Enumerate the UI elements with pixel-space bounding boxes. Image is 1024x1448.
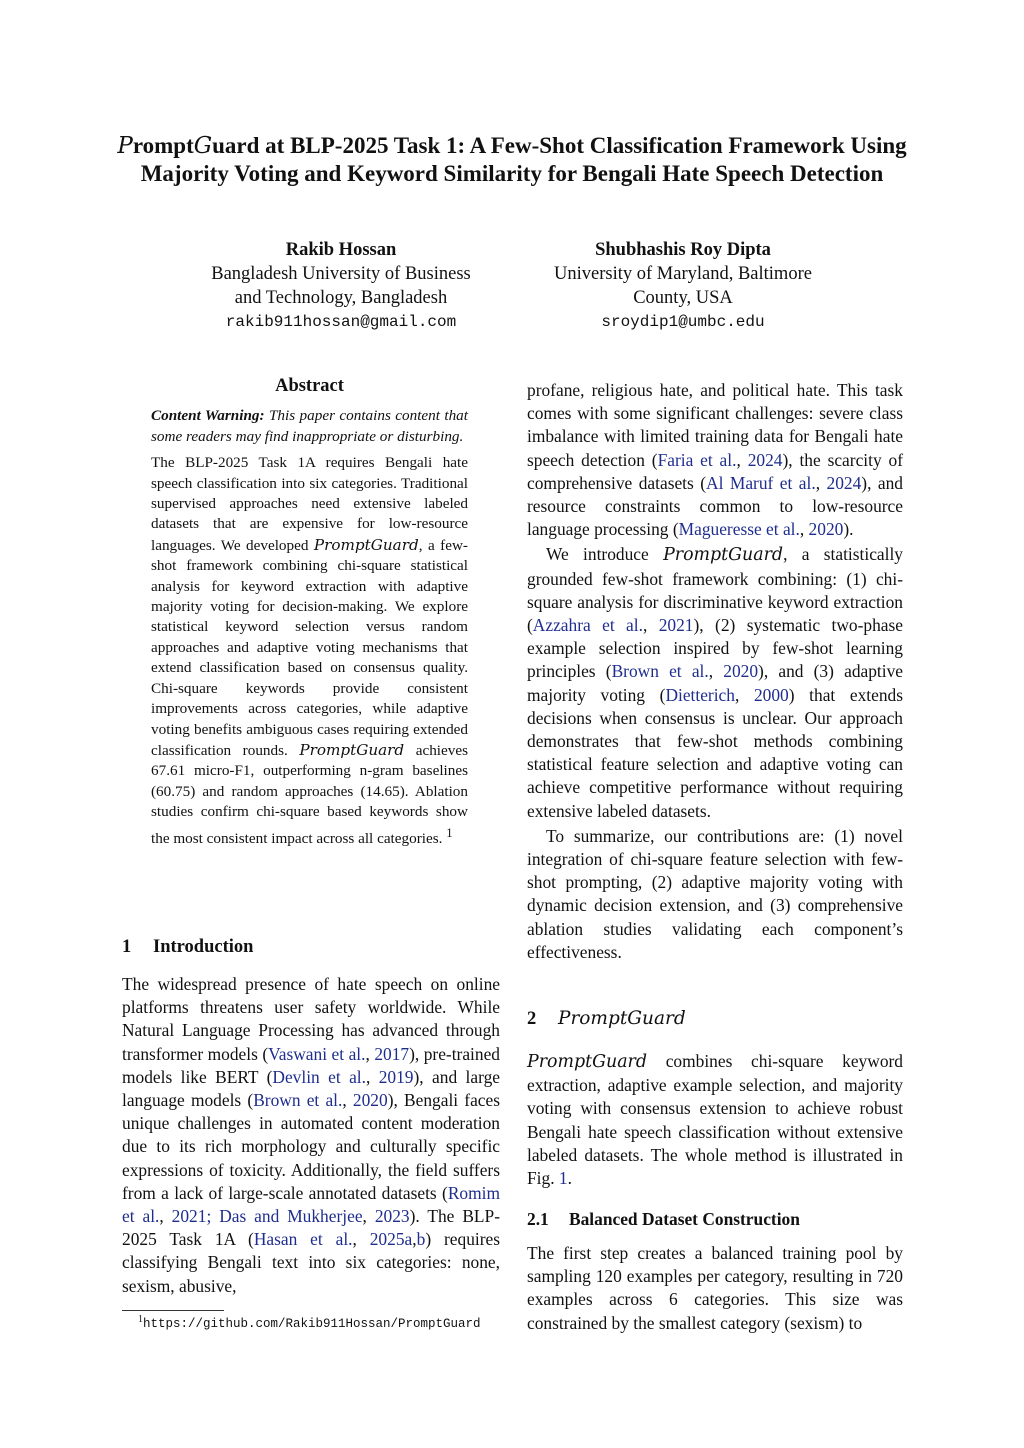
paper-title [100,132,924,187]
citation-year-link[interactable]: 2019 [378,1066,414,1087]
text: ), and large language models ( [122,1066,500,1111]
right-column [527,379,903,964]
text: , [352,1229,370,1250]
citation-link[interactable]: Brown et al. [611,661,709,682]
text: , a statistically grounded few-shot framework combining: (1) chi-square analysis for discriminative keyword extraction ( [527,544,903,636]
text: The widespread presence of hate speech on online platforms threatens user safety worldwide. While Natural Language Processing has advanced through transformer models ( [122,974,500,1064]
abstract-body [151,453,468,849]
paragraph [527,379,903,541]
text: , [734,684,754,705]
text: ), and resource constraints common to low-resource language processing ( [527,472,904,540]
citation-link[interactable]: Devlin et al. [272,1066,366,1087]
citation-year-link[interactable]: 2020 [808,519,844,540]
text: , [815,472,827,493]
footnote-url[interactable]: https://github.com/Rakib911Hossan/PromptGuard [143,1317,481,1332]
text: , [362,1206,375,1227]
paragraph [122,973,500,1298]
text: , [799,519,809,540]
paragraph: To summarize, our contributions are: (1) novel integration of chi-square feature selection with few-shot prompting, (2) adaptive majority voting with dynamic decision extension, and (3) comprehensive ablation studies validating each component’s effectiveness. [527,825,903,962]
citation-link[interactable]: Hasan et al. [253,1229,353,1250]
abstract-text: achieves 67.61 micro-F1, outperforming n-gram baselines (60.75) and random approaches (14.65). Ablation studies confirm chi-square based keywords show the most consistent impact across all categories. [151,741,468,847]
citation-link[interactable]: Azzahra et al. [532,615,643,636]
text: profane, religious hate, and political hate. This task comes with some significant challenges: severe class imbalance with limited training data for Bengali hate speech detection ( [527,380,903,470]
method-name: PromptGuard [527,1052,648,1072]
citation-link[interactable]: Dietterich [665,684,735,705]
citation-year-link[interactable]: 2025a [369,1229,413,1250]
abstract-heading: Abstract [275,376,344,396]
section-title: Introduction [153,937,254,957]
text: , [708,661,724,682]
footnote-number: 1 [138,1314,143,1325]
section-heading-promptguard [527,1008,686,1030]
author-block-2 [518,238,848,334]
figure-reference-link[interactable]: 1 [558,1168,568,1189]
text: combines chi-square keyword extraction, adaptive example selection, and majority voting with consensus extension to achieve robust Bengali hate speech classification without extensive labeled datasets. The whole method is illustrated in Fig. [527,1051,903,1189]
title-name-rompt: rompt [132,133,194,158]
method-name: PromptGuard [299,740,405,759]
title-rest: at BLP-2025 Task 1: A Few-Shot Classification Framework Using Majority Voting and Keyword Similarity for Bengali Hate Speech Detection [140,133,907,186]
text: ) requires classifying Bengali text into six categories: none, sexism, abusive, [122,1229,500,1296]
text: ), the scarcity of comprehensive datasets ( [527,449,903,493]
citation-year-link[interactable]: 2020 [723,661,759,682]
section-title: PromptGuard [558,1008,686,1029]
citation-link[interactable]: Romim et al. [122,1182,500,1227]
citation-year-link[interactable]: 2023 [374,1206,410,1227]
paragraph [527,543,903,822]
author-affiliation-line: and Technology, Bangladesh [234,288,448,308]
citation-link[interactable]: Brown et al. [253,1090,343,1111]
text: ), Bengali faces unique challenges in automated content moderation due to its rich morphology and culturally specific expressions of toxicity. Additionally, the field suffers from a lack of large-scale annotated datasets ( [122,1090,501,1203]
text: ), and (3) adaptive majority voting ( [527,661,904,705]
subsection-body: The first step creates a balanced training pool by sampling 120 examples per category, resulting in 720 examples across 6 categories. This size was constrained by the smallest category (sexism) to [527,1243,903,1333]
title-name-p: P [117,133,133,159]
text: ), pre-trained models like BERT ( [122,1043,500,1087]
citation-separator: ; [206,1206,220,1227]
abstract-section [151,376,468,855]
text: , [412,1229,417,1250]
text: , [365,1066,379,1087]
section-heading-introduction [122,937,253,958]
method-name: PromptGuard [663,545,784,566]
section-number: 2 [527,1009,537,1029]
content-warning-text: This paper contains content that some readers may find inappropriate or disturbing. [151,407,468,445]
content-warning-label: Content Warning: [151,407,265,425]
citation-link[interactable]: Magueresse et al. [678,519,800,540]
author-name: Shubhashis Roy Dipta [595,240,771,260]
citation-year-link[interactable]: 2024 [826,472,862,493]
author-block-1 [176,238,506,334]
author-email[interactable]: sroydip1@umbc.edu [601,313,765,331]
citation-link[interactable]: Vaswani et al. [268,1043,366,1064]
citation-year-link[interactable]: 2017 [374,1043,410,1064]
title-name-g: G [193,133,213,159]
citation-link[interactable]: Faria et al. [657,449,737,470]
text: , [159,1206,172,1227]
text: We introduce [546,544,664,565]
section-number: 1 [122,937,132,957]
text: , [736,449,748,470]
author-affiliation-line: County, USA [633,288,733,308]
author-affiliation-line: Bangladesh University of Business [211,264,471,284]
text: , [342,1090,353,1111]
title-name-uard: uard [212,133,260,158]
citation-year-link[interactable]: 2024 [747,449,783,470]
text: ). The BLP-2025 Task 1A ( [122,1206,501,1250]
citation-year-link[interactable]: 2020 [352,1090,388,1111]
citation-year-link[interactable]: 2000 [753,684,789,705]
method-name: PromptGuard [313,535,419,554]
text: , [642,615,659,636]
section2-body [527,1050,903,1190]
content-warning [151,406,468,447]
citation-year-link[interactable]: b [416,1229,426,1250]
citation-link[interactable]: Das and Mukherjee [219,1206,363,1227]
footnote-marker[interactable]: 1 [446,825,453,840]
author-email[interactable]: rakib911hossan@gmail.com [225,313,457,331]
text: ), (2) systematic two-phase example selection inspired by few-shot learning principles ( [527,615,903,682]
citation-link[interactable]: Al Maruf et al. [706,472,816,493]
text: , [365,1043,375,1064]
subsection-number: 2.1 [527,1209,549,1229]
subsection-heading [527,1209,800,1230]
footnote-divider [122,1310,224,1311]
abstract-text: , a few-shot framework combining chi-square statistical analysis for keyword extraction with adaptive majority voting for decision-making. We explore statistical keyword selection versus random approaches and adaptive voting mechanisms that extend classification based on consensus quality. Chi-square keywords provide consistent improvements across categories, while adaptive voting benefits ambiguous cases requiring extended classification rounds. [151,536,468,759]
citation-year-link[interactable]: 2021 [171,1206,207,1227]
introduction-body [122,973,500,1298]
abstract-text: The BLP-2025 Task 1A requires Bengali hate speech classification into six categories. Traditional supervised approaches need extensive labeled datasets that are expensive for low-resource languages. We developed [151,454,468,554]
citation-year-link[interactable]: 2021 [658,615,694,636]
subsection-title: Balanced Dataset Construction [569,1209,800,1229]
footnote [138,1314,481,1331]
text: . [567,1168,572,1189]
text: ) that extends decisions when consensus is unclear. Our approach demonstrates that few-shot methods combining statistical feature selection and adaptive voting can achieve competitive performance without requiring extensive labeled datasets. [527,684,903,821]
author-name: Rakib Hossan [285,240,397,260]
text: ). [843,519,854,540]
author-affiliation-line: University of Maryland, Baltimore [554,264,812,284]
